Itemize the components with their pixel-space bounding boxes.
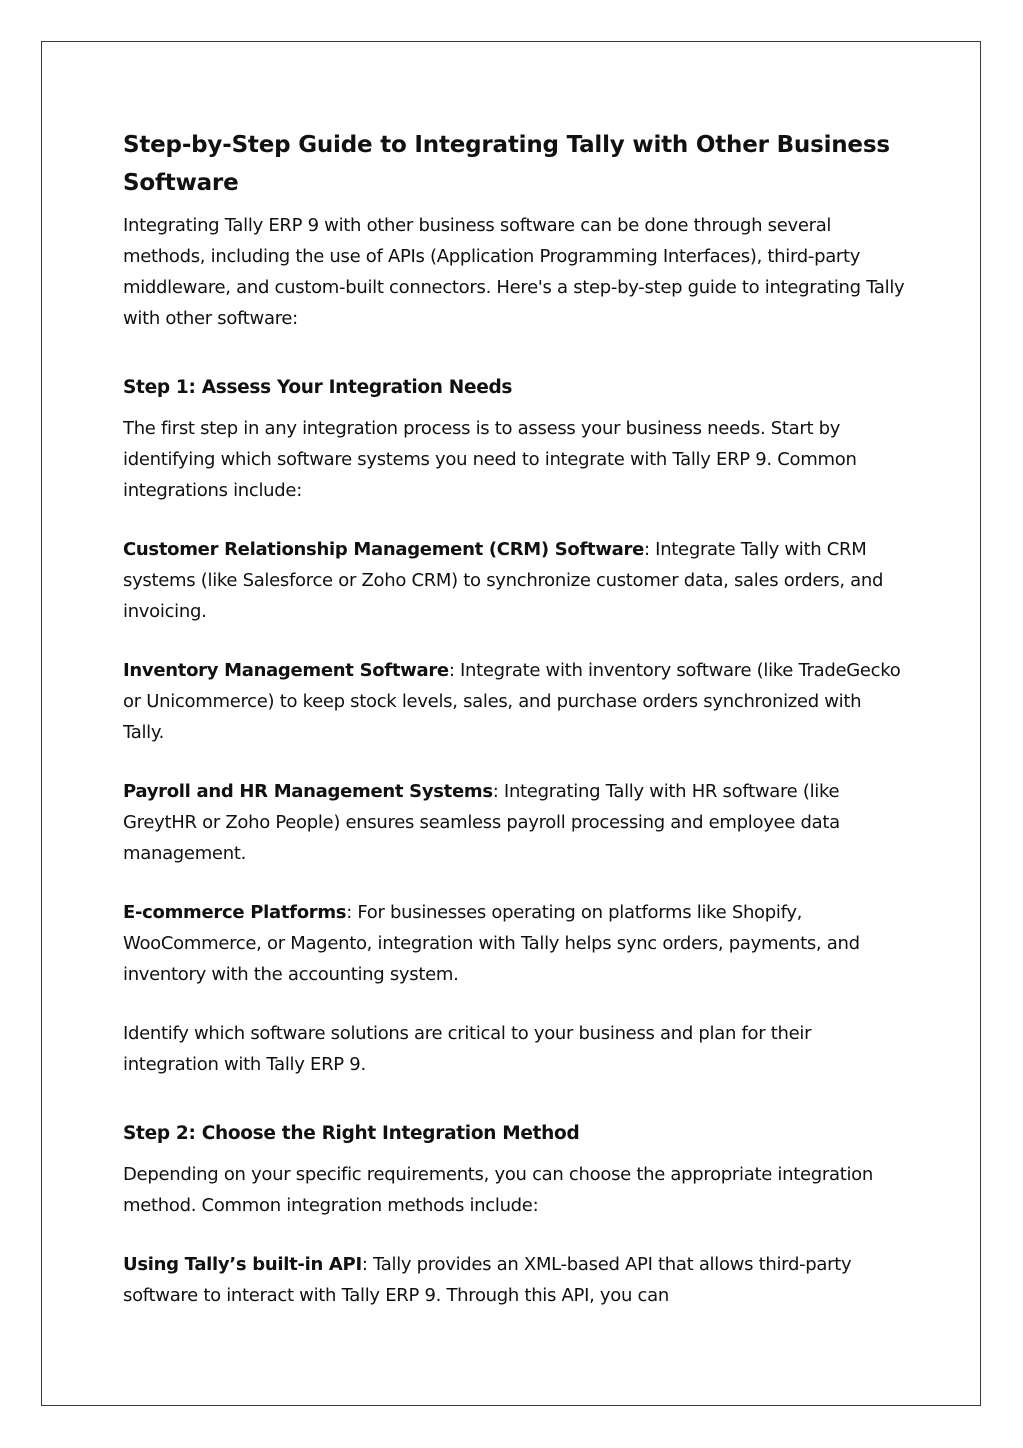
integration-item-inventory	[123, 655, 905, 748]
integration-item-payroll	[123, 776, 905, 869]
integration-item-term: Inventory Management Software	[123, 660, 449, 681]
step-1-heading: Step 1: Assess Your Integration Needs	[123, 377, 513, 398]
integration-item-term: Payroll and HR Management Systems	[123, 781, 493, 802]
integration-item-term: E-commerce Platforms	[123, 902, 347, 923]
document-title: Step-by-Step Guide to Integrating Tally with Other Business Software	[123, 132, 890, 196]
method-item-text: : Tally provides an XML-based API that allows third-party software to interact with Tally ERP 9. Through this API, you can	[123, 1254, 852, 1306]
integration-item-ecommerce	[123, 897, 905, 990]
integration-item-crm	[123, 534, 905, 627]
step-2-heading: Step 2: Choose the Right Integration Method	[123, 1123, 580, 1144]
step-2-paragraph: Depending on your specific requirements, you can choose the appropriate integration method. Common integration methods include:	[123, 1164, 873, 1216]
step-1-paragraph: The first step in any integration process is to assess your business needs. Start by identifying which software systems you need to integrate with Tally ERP 9. Common integrations include:	[123, 418, 857, 501]
integration-item-term: Customer Relationship Management (CRM) Software	[123, 539, 644, 560]
step-1-closing-paragraph: Identify which software solutions are critical to your business and plan for their integration with Tally ERP 9.	[123, 1023, 812, 1075]
method-item-api	[123, 1249, 905, 1310]
integration-item-text: : Integrate Tally with CRM systems (like Salesforce or Zoho CRM) to synchronize customer data, sales orders, and invoicing.	[123, 539, 884, 622]
integration-item-text: : Integrating Tally with HR software (like GreytHR or Zoho People) ensures seamless payroll processing and employee data management.	[123, 781, 840, 864]
intro-paragraph: Integrating Tally ERP 9 with other business software can be done through several methods, including the use of APIs (Application Programming Interfaces), third-party middleware, and custom-built connectors. Here's a step-by-step guide to integrating Tally with other software:	[123, 215, 905, 329]
document-body	[123, 126, 905, 1310]
integration-item-text: : For businesses operating on platforms like Shopify, WooCommerce, or Magento, integration with Tally helps sync orders, payments, and inventory with the accounting system.	[123, 902, 860, 985]
integration-item-text: : Integrate with inventory software (like TradeGecko or Unicommerce) to keep stock levels, sales, and purchase orders synchronized with Tally.	[123, 660, 901, 743]
method-item-term: Using Tally’s built-in API	[123, 1254, 362, 1275]
